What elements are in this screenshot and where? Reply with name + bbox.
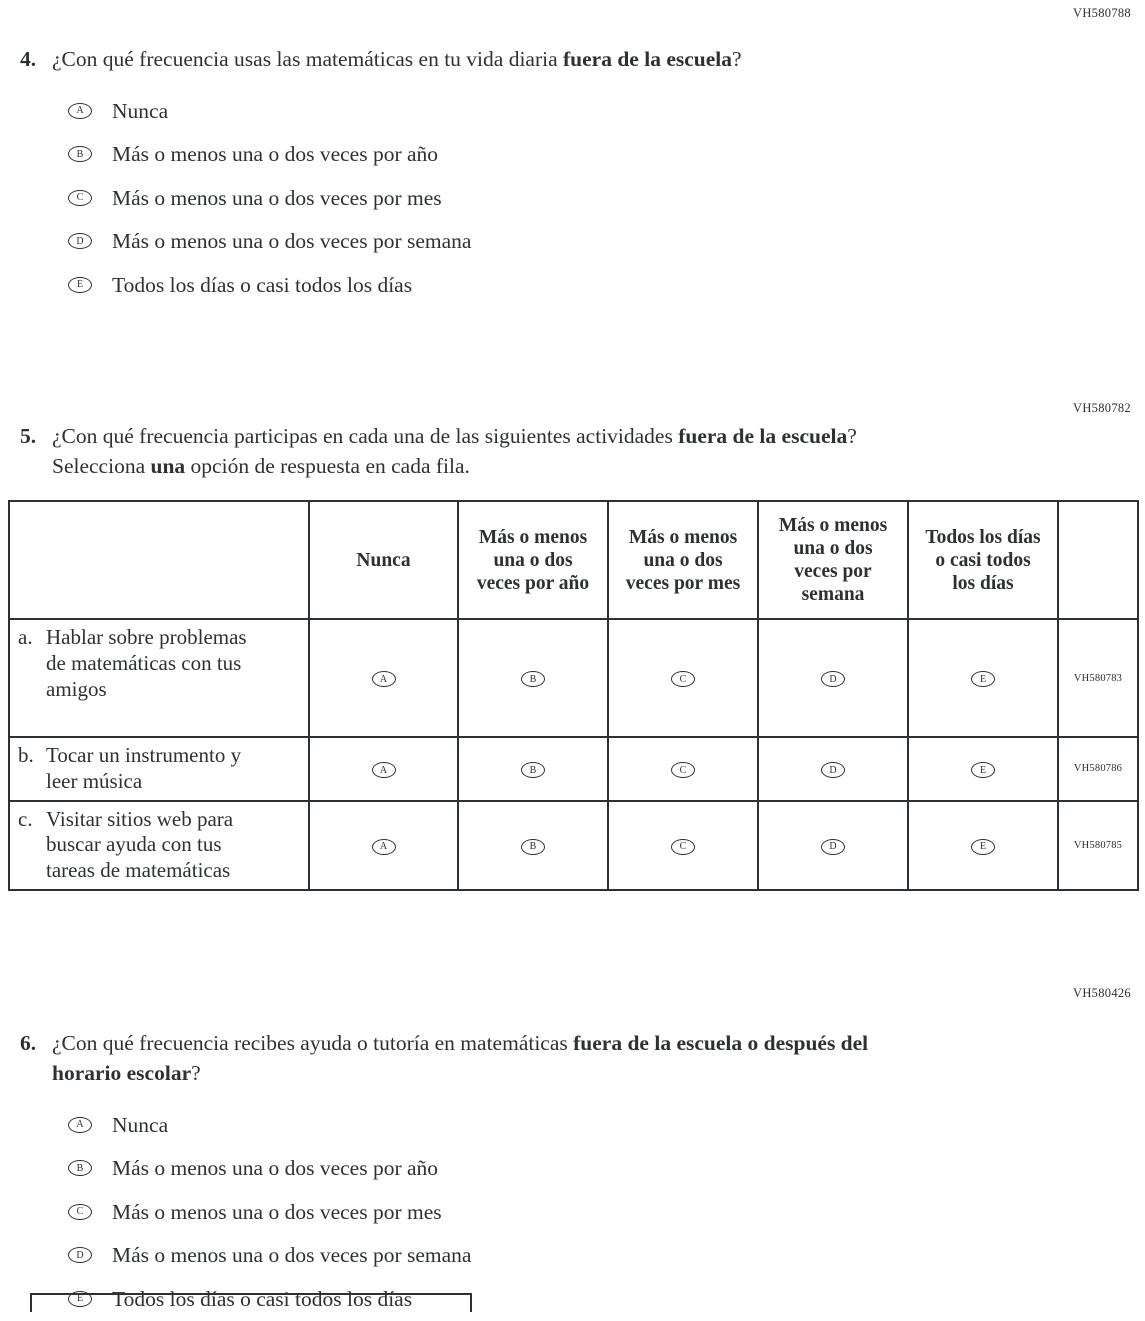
form-code-q6: VH580426 xyxy=(1073,986,1131,1000)
q4-option-a xyxy=(68,89,897,133)
col-header-code xyxy=(1058,501,1138,619)
question-6-text: ¿Con qué frecuencia recibes ayuda o tutoría en matemáticas fuera de la escuela o después del horario escolar? xyxy=(52,1031,869,1086)
question-5-text: ¿Con qué frecuencia participas en cada una de las siguientes actividades fuera de la escuela? Selecciona una opción de respuesta en cada fila. xyxy=(52,424,857,479)
row-b-cell-por-mes xyxy=(608,737,758,801)
radio-bubble-c[interactable]: C xyxy=(68,190,92,206)
row-a-cell-nunca xyxy=(309,619,458,737)
row-b-label-cell xyxy=(9,737,309,801)
q4-option-b xyxy=(68,133,897,177)
row-label: Hablar sobre problemas de matemáticas con tus amigos xyxy=(46,625,247,701)
radio-bubble-b[interactable]: B xyxy=(521,762,545,778)
row-letter: b. xyxy=(18,743,34,767)
row-a-cell-todos xyxy=(908,619,1058,737)
q5-frequency-table xyxy=(8,500,1139,891)
radio-bubble-a[interactable]: A xyxy=(68,1117,92,1133)
table-corner-cell xyxy=(9,501,309,619)
row-letter: c. xyxy=(18,806,33,831)
radio-bubble-c[interactable]: C xyxy=(68,1204,92,1220)
col-header-todos-los-dias: Todos los días o casi todos los días xyxy=(908,501,1058,619)
table-row xyxy=(9,737,1138,801)
row-a-cell-por-ano xyxy=(458,619,608,737)
row-b-cell-por-ano xyxy=(458,737,608,801)
row-c-cell-todos xyxy=(908,801,1058,890)
radio-bubble-b[interactable]: B xyxy=(521,671,545,687)
row-c-code: VH580785 xyxy=(1058,801,1138,890)
next-table-top-edge xyxy=(30,1293,472,1312)
row-label: Tocar un instrumento y leer música xyxy=(46,743,242,793)
row-letter: a. xyxy=(18,625,33,649)
table-row xyxy=(9,619,1138,737)
radio-bubble-d[interactable]: D xyxy=(68,1247,92,1263)
radio-bubble-c[interactable]: C xyxy=(671,671,695,687)
q6-option-c xyxy=(68,1190,897,1234)
row-c-cell-por-mes xyxy=(608,801,758,890)
option-label: Todos los días o casi todos los días xyxy=(112,272,413,297)
form-code-q5: VH580782 xyxy=(1073,401,1131,415)
radio-bubble-e[interactable]: E xyxy=(971,671,995,687)
radio-bubble-a[interactable]: A xyxy=(372,762,396,778)
radio-bubble-d[interactable]: D xyxy=(68,233,92,249)
option-label: Nunca xyxy=(112,98,169,123)
row-a-cell-por-mes xyxy=(608,619,758,737)
question-6-number: 6. xyxy=(20,1031,37,1055)
row-b-code: VH580786 xyxy=(1058,737,1138,801)
row-c-label-cell xyxy=(9,801,309,890)
option-label: Más o menos una o dos veces por año xyxy=(112,1156,439,1181)
q6-option-a xyxy=(68,1103,897,1147)
option-label: Todos los días o casi todos los días xyxy=(112,1286,413,1311)
radio-bubble-e[interactable]: E xyxy=(971,762,995,778)
option-label: Más o menos una o dos veces por mes xyxy=(112,1199,442,1224)
radio-bubble-b[interactable]: B xyxy=(68,1160,92,1176)
option-label: Más o menos una o dos veces por año xyxy=(112,142,439,167)
radio-bubble-c[interactable]: C xyxy=(671,762,695,778)
radio-bubble-e[interactable]: E xyxy=(971,839,995,855)
radio-bubble-d[interactable]: D xyxy=(821,839,845,855)
question-4 xyxy=(20,44,897,307)
q4-option-d xyxy=(68,220,897,264)
radio-bubble-e[interactable]: E xyxy=(68,277,92,293)
q6-option-d xyxy=(68,1234,897,1278)
question-5 xyxy=(20,421,897,481)
table-header-row xyxy=(9,501,1138,619)
option-label: Más o menos una o dos veces por semana xyxy=(112,1243,472,1268)
option-label: Nunca xyxy=(112,1112,169,1137)
question-4-text: ¿Con qué frecuencia usas las matemáticas en tu vida diaria fuera de la escuela? xyxy=(52,47,742,71)
radio-bubble-e[interactable]: E xyxy=(68,1291,92,1307)
question-4-number: 4. xyxy=(20,47,37,71)
col-header-por-semana: Más o menos una o dos veces por semana xyxy=(758,501,908,619)
radio-bubble-a[interactable]: A xyxy=(372,839,396,855)
radio-bubble-b[interactable]: B xyxy=(68,146,92,162)
radio-bubble-c[interactable]: C xyxy=(671,839,695,855)
q4-option-c xyxy=(68,176,897,220)
row-label: Visitar sitios web para buscar ayuda con tus tareas de matemáticas xyxy=(46,806,234,883)
row-a-cell-por-semana xyxy=(758,619,908,737)
row-c-cell-nunca xyxy=(309,801,458,890)
question-6-options xyxy=(68,1103,897,1321)
radio-bubble-a[interactable]: A xyxy=(372,671,396,687)
row-b-cell-por-semana xyxy=(758,737,908,801)
option-label: Más o menos una o dos veces por mes xyxy=(112,185,442,210)
table-row xyxy=(9,801,1138,890)
row-a-code: VH580783 xyxy=(1058,619,1138,737)
option-label: Más o menos una o dos veces por semana xyxy=(112,229,472,254)
col-header-por-ano: Más o menos una o dos veces por año xyxy=(458,501,608,619)
question-5-number: 5. xyxy=(20,424,37,448)
form-code-q4: VH580788 xyxy=(1073,6,1131,20)
radio-bubble-d[interactable]: D xyxy=(821,762,845,778)
q6-option-b xyxy=(68,1147,897,1191)
row-c-cell-por-semana xyxy=(758,801,908,890)
col-header-por-mes: Más o menos una o dos veces por mes xyxy=(608,501,758,619)
row-b-cell-nunca xyxy=(309,737,458,801)
radio-bubble-d[interactable]: D xyxy=(821,671,845,687)
q4-option-e xyxy=(68,263,897,307)
row-b-cell-todos xyxy=(908,737,1058,801)
radio-bubble-b[interactable]: B xyxy=(521,839,545,855)
radio-bubble-a[interactable]: A xyxy=(68,103,92,119)
row-a-label-cell xyxy=(9,619,309,737)
row-c-cell-por-ano xyxy=(458,801,608,890)
col-header-nunca: Nunca xyxy=(309,501,458,619)
question-4-options xyxy=(68,89,897,307)
question-6 xyxy=(20,1028,897,1321)
